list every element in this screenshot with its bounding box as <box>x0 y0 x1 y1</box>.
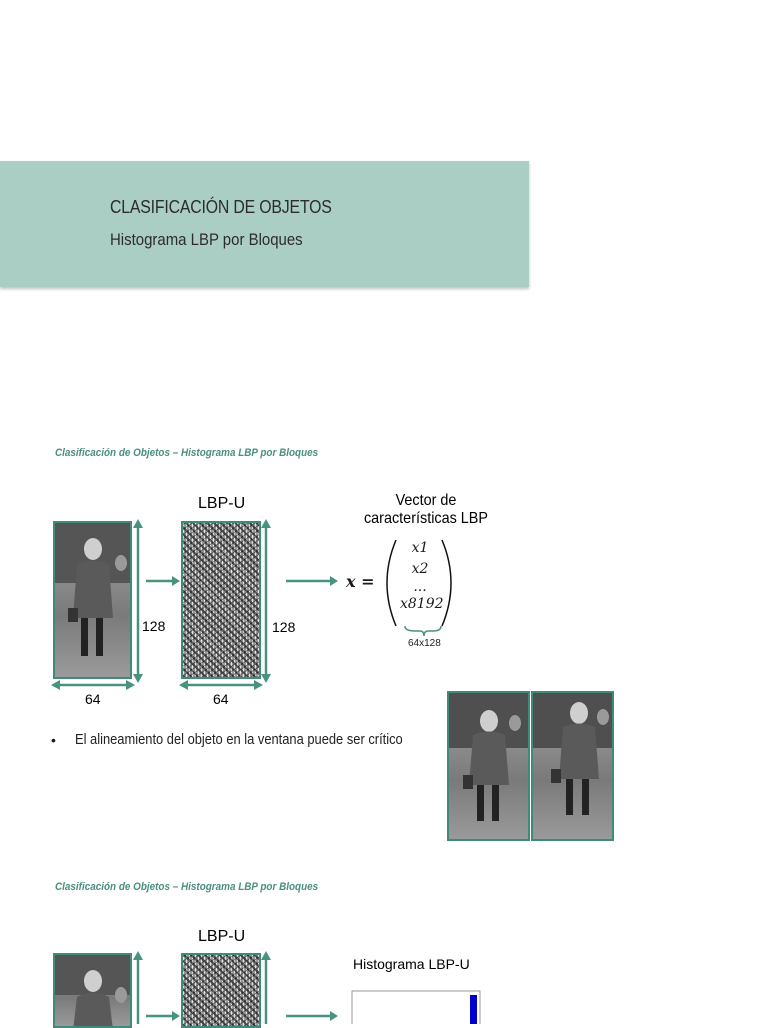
bullet-dot: • <box>51 732 56 748</box>
lbp-label: LBP-U <box>198 495 246 512</box>
vector-entry: x1 <box>411 540 429 556</box>
height-label-left: 128 <box>142 618 166 634</box>
histogram-bar <box>470 995 477 1024</box>
page-subtitle: Histograma LBP por Bloques <box>110 230 303 249</box>
equation-lhs: x = <box>346 572 375 591</box>
vector-entry: x8192 <box>400 596 444 612</box>
dimension-note: 64x128 <box>408 638 441 649</box>
bullet-text: El alineamiento del objeto en la ventana puede ser crítico <box>75 731 403 748</box>
vector-label-line2: características LBP <box>363 510 489 527</box>
histogram-label: Histograma LBP-U <box>353 956 470 972</box>
vector-entry: ... <box>413 579 427 595</box>
slide-caption: Clasificación de Objetos – Histograma LBP por Bloques <box>55 447 319 459</box>
vector-entry: x2 <box>411 561 429 577</box>
width-label-right: 64 <box>213 691 229 707</box>
width-label-left: 64 <box>85 691 101 707</box>
page-title: CLASIFICACIÓN DE OBJETOS <box>110 197 332 217</box>
slide-caption: Clasificación de Objetos – Histograma LBP por Bloques <box>55 881 319 893</box>
vector-label-line1: Vector de <box>395 492 457 509</box>
height-label-right: 128 <box>272 619 296 635</box>
lbp-label: LBP-U <box>198 928 246 945</box>
